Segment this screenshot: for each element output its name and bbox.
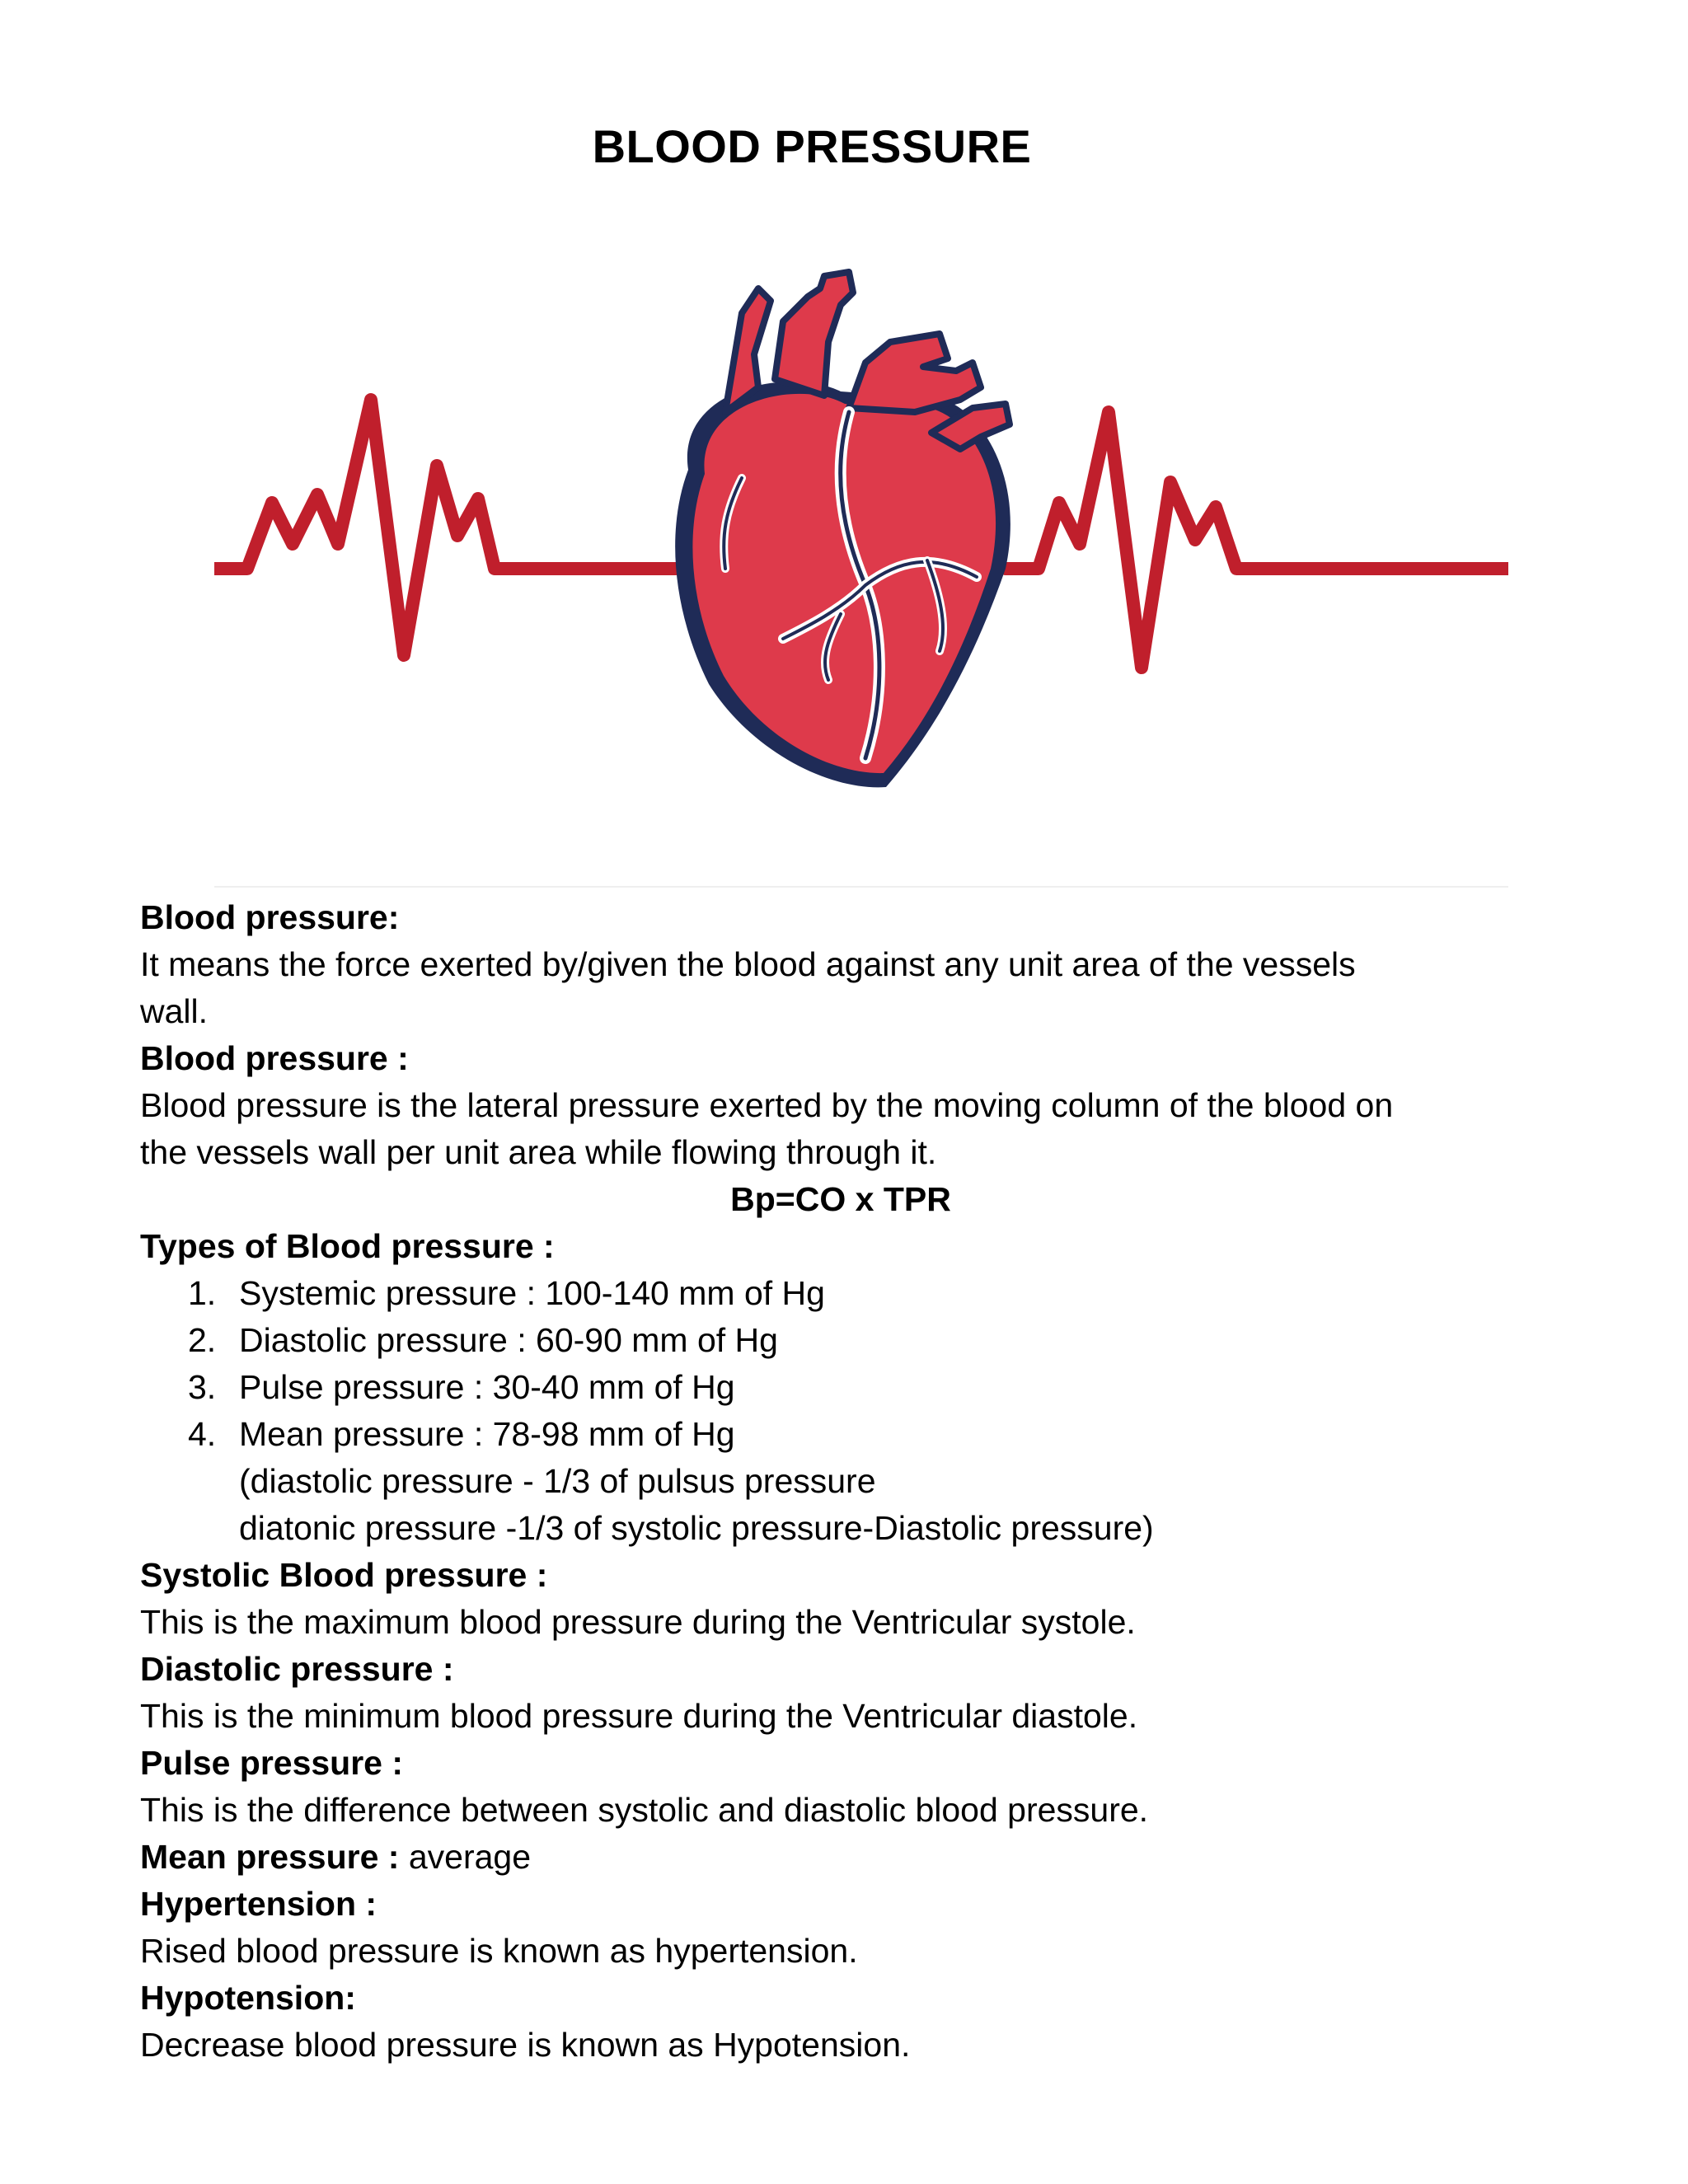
section-heading: Types of Blood pressure : bbox=[140, 1227, 555, 1265]
ecg-line-right bbox=[1006, 412, 1508, 668]
list-item bbox=[140, 1270, 1541, 1317]
section-heading: Hypotension: bbox=[140, 1979, 356, 2017]
list-number: 1. bbox=[188, 1274, 217, 1312]
mean-pressure-line bbox=[140, 1834, 1541, 1881]
list-item bbox=[140, 1364, 1541, 1411]
section-heading: Blood pressure : bbox=[140, 1039, 409, 1077]
list-text: Pulse pressure : 30-40 mm of Hg bbox=[239, 1368, 735, 1406]
section-heading: Hypertension : bbox=[140, 1885, 377, 1923]
list-item bbox=[140, 1411, 1541, 1458]
formula: Bp=CO x TPR bbox=[730, 1180, 951, 1218]
section-heading: Blood pressure: bbox=[140, 898, 400, 936]
list-note: diatonic pressure -1/3 of systolic pressure-Diastolic pressure) bbox=[239, 1509, 1154, 1547]
list-note: (diastolic pressure - 1/3 of pulsus pressure bbox=[239, 1462, 876, 1500]
section-heading: Pulse pressure : bbox=[140, 1744, 404, 1782]
paragraph-line: the vessels wall per unit area while flowing through it. bbox=[140, 1133, 937, 1171]
list-text: Mean pressure : 78-98 mm of Hg bbox=[239, 1415, 735, 1453]
list-number: 2. bbox=[188, 1321, 217, 1359]
paragraph-line: wall. bbox=[140, 992, 209, 1030]
list-number: 4. bbox=[188, 1415, 217, 1453]
paragraph-line: This is the maximum blood pressure during the Ventricular systole. bbox=[140, 1603, 1136, 1641]
paragraph-line: Rised blood pressure is known as hypertension. bbox=[140, 1932, 858, 1970]
document-body bbox=[140, 894, 1541, 2069]
paragraph-line: This is the minimum blood pressure during the Ventricular diastole. bbox=[140, 1697, 1138, 1735]
paragraph-line: Decrease blood pressure is known as Hypotension. bbox=[140, 2026, 911, 2064]
section-heading: Diastolic pressure : bbox=[140, 1650, 454, 1688]
heart-icon bbox=[675, 272, 1010, 787]
types-list bbox=[140, 1270, 1541, 1458]
list-number: 3. bbox=[188, 1368, 217, 1406]
heart-with-ecg-line-icon bbox=[214, 264, 1508, 808]
paragraph-line: It means the force exerted by/given the blood against any unit area of the vessels bbox=[140, 945, 1356, 983]
list-text: Systemic pressure : 100-140 mm of Hg bbox=[239, 1274, 825, 1312]
inline-text: average bbox=[399, 1838, 532, 1876]
section-heading: Systolic Blood pressure : bbox=[140, 1556, 548, 1594]
list-item bbox=[140, 1317, 1541, 1364]
ecg-line-left bbox=[214, 400, 676, 655]
list-text: Diastolic pressure : 60-90 mm of Hg bbox=[239, 1321, 778, 1359]
divider bbox=[214, 886, 1508, 888]
paragraph-line: This is the difference between systolic and diastolic blood pressure. bbox=[140, 1791, 1149, 1829]
paragraph-line: Blood pressure is the lateral pressure exerted by the moving column of the blood on bbox=[140, 1086, 1394, 1124]
section-heading: Mean pressure : bbox=[140, 1838, 400, 1876]
page-title: BLOOD PRESSURE bbox=[592, 120, 1032, 172]
